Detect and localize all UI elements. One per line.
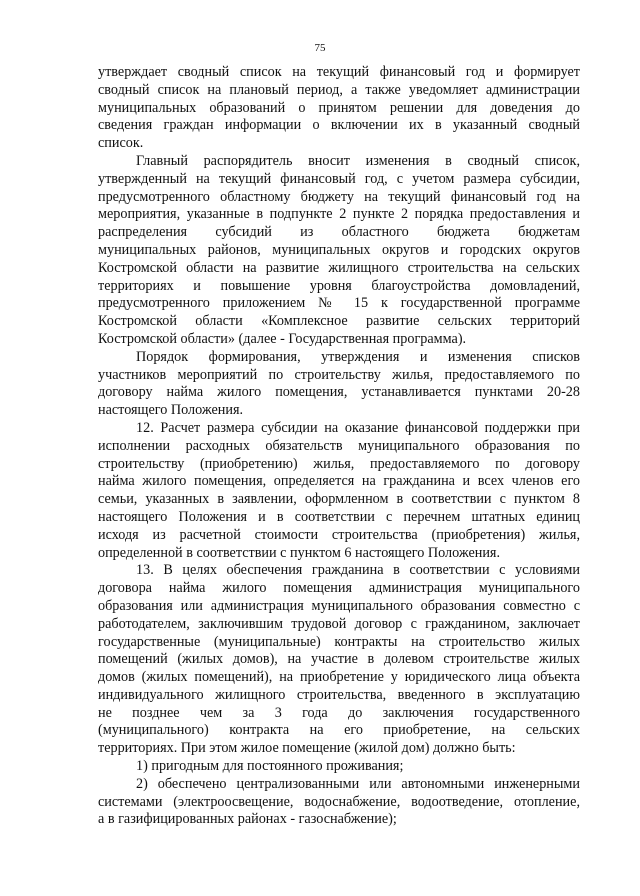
text-line: сведения граждан информации о включении их в указанный сводный [98, 117, 580, 134]
text-line: исполнении расходных обязательств муниципального образования по [98, 437, 580, 454]
text-line: договору найма жилого помещения, устанавливается пунктами 20-28 [98, 384, 580, 401]
text-line: найма жилого помещения, определяется на гражданина и всех членов его [98, 473, 580, 490]
text-line: исходя из расчетной стоимости строительства (приобретения) жилья, [98, 526, 580, 543]
paragraph [98, 776, 580, 829]
text-line: мероприятия, указанные в подпункте 2 пункте 2 порядка предоставления и [98, 206, 580, 223]
text-line: семьи, указанных в заявлении, оформленном в соответствии с пунктом 8 [98, 491, 580, 508]
text-line: Костромской области на развитие жилищного строительства на сельских [98, 259, 580, 276]
text-line: помещений (жилых домов), на участие в долевом строительстве жилых [98, 651, 580, 668]
text-line: предусмотренного областному бюджету на текущий финансовый год на [98, 188, 580, 205]
paragraph [98, 420, 580, 562]
text-line: не позднее чем за 3 года до заключения государственного [98, 704, 580, 721]
text-line: Костромской области» (далее - Государственная программа). [98, 330, 467, 347]
text-line: 12. Расчет размера субсидии на оказание финансовой поддержки при [136, 419, 580, 436]
text-line: территориях и повышение уровня благоустройства домовладений, [98, 277, 580, 294]
paragraph [98, 349, 580, 420]
text-line: а в газифицированных районах - газоснабжение); [98, 811, 397, 828]
text-line: муниципальных образований о принятом решении для доведения до [98, 99, 580, 116]
text-line: сводный список на плановый период, а также уведомляет администрации [98, 81, 580, 98]
text-line: образования или администрация муниципального образования совместно с [98, 597, 580, 614]
text-line: утвержденный на текущий финансовый год, с учетом размера субсидии, [98, 170, 580, 187]
text-line: определенной в соответствии с пунктом 6 настоящего Положения. [98, 544, 501, 561]
text-line: (муниципального) контракта на его приобретение, на сельских [98, 722, 580, 739]
text-line: государственные (муниципальные) контракты на строительство жилых [98, 633, 580, 650]
text-line: распределения субсидий из областного бюджета бюджетам [98, 224, 580, 241]
paragraph [98, 64, 580, 153]
text-line: 13. В целях обеспечения гражданина в соответствии с условиями [136, 562, 580, 579]
text-line: домов (жилых помещений), на приобретение у юридического лица объекта [98, 669, 580, 686]
text-line: утверждает сводный список на текущий финансовый год и формирует [98, 64, 580, 80]
text-line: 1) пригодным для постоянного проживания; [136, 758, 404, 775]
text-line: работодателем, заключившим трудовой договор с гражданином, заключает [98, 615, 580, 632]
text-line: Порядок формирования, утверждения и изменения списков [136, 348, 580, 365]
text-line: индивидуального жилищного строительства, введенного в эксплуатацию [98, 686, 580, 703]
text-line: Главный распорядитель вносит изменения в сводный список, [136, 152, 580, 169]
document-body [98, 64, 580, 829]
text-line: договора найма жилого помещения администрация муниципального [98, 580, 580, 597]
text-line: список. [98, 135, 144, 152]
paragraph [98, 153, 580, 349]
text-line: муниципальных районов, муниципальных округов и городских округов [98, 241, 580, 258]
paragraph [98, 758, 580, 776]
page-number: 75 [314, 42, 326, 54]
paragraph [98, 562, 580, 758]
text-line: строительству (приобретению) жилья, предоставляемого по договору [98, 455, 580, 472]
text-line: участников мероприятий по строительству жилья, предоставляемого по [98, 366, 580, 383]
text-line: территориях. При этом жилое помещение (жилой дом) должно быть: [98, 740, 516, 757]
text-line: 2) обеспечено централизованными или автономными инженерными [136, 775, 580, 792]
text-line: настоящего Положения. [98, 402, 244, 419]
text-line: системами (электроосвещение, водоснабжение, водоотведение, отопление, [98, 793, 580, 810]
text-line: настоящего Положения и в соответствии с перечнем штатных единиц [98, 508, 580, 525]
text-line: предусмотренного приложением № 15 к государственной программе [98, 295, 580, 312]
text-line: Костромской области «Комплексное развитие сельских территорий [98, 313, 580, 330]
